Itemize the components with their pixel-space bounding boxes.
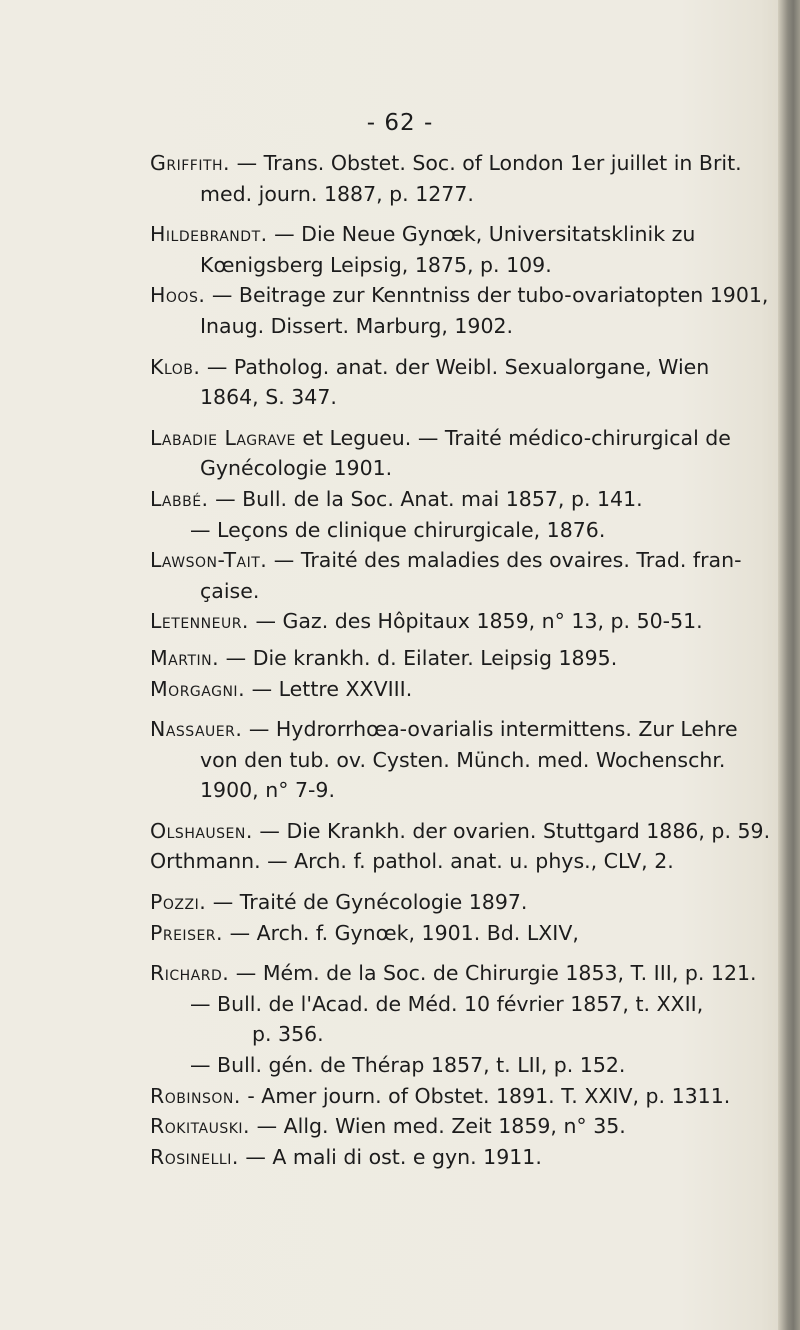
entry-text: — Arch. f. Gynœk, 1901. Bd. LXIV,	[223, 920, 579, 945]
entry-text: — Bull. gén. de Thérap 1857, t. LII, p. 152.	[190, 1053, 626, 1078]
entry-text: 1900, n° 7-9.	[200, 778, 335, 803]
entry-text: — Hydrorrhœa-ovarialis intermittens. Zur Lehre	[242, 717, 738, 742]
bib-entry-pozzi	[150, 887, 770, 918]
entry-text: — Trans. Obstet. Soc. of London 1er juillet in Brit.	[230, 151, 742, 175]
page-number: - 62 -	[366, 110, 434, 136]
bib-entry-orthmann	[150, 846, 770, 877]
entry-text: — Bull. de la Soc. Anat. mai 1857, p. 141.	[208, 486, 643, 511]
bib-entry-labadie-lagrave	[150, 423, 770, 484]
bibliography-list	[150, 148, 770, 1172]
entry-text: - Amer journ. of Obstet. 1891. T. XXIV, p. 1311.	[240, 1083, 731, 1108]
bib-entry-letenneur	[150, 606, 770, 637]
author-name: Rosinelli.	[150, 1144, 239, 1169]
entry-text: — Patholog. anat. der Weibl. Sexualorgane, Wien	[200, 354, 710, 379]
author-name: Pozzi.	[150, 890, 207, 915]
bib-entry-hoos	[150, 280, 770, 341]
bib-entry-lawson-tait	[150, 545, 770, 606]
entry-text: — Lettre XXVIII.	[245, 676, 413, 701]
bib-entry-klob	[150, 352, 770, 413]
bib-entry-hildebrandt	[150, 219, 770, 280]
bib-entry-labbe	[150, 484, 770, 515]
entry-text: — Die Neue Gynœk, Universitatsklinik zu	[267, 222, 696, 247]
bib-entry-rokitauski	[150, 1111, 770, 1142]
entry-text: Inaug. Dissert. Marburg, 1902.	[200, 313, 514, 338]
author-name: Hoos.	[150, 283, 206, 308]
author-name: Martin.	[150, 645, 220, 670]
entry-text: — Traité des maladies des ovaires. Trad. fran-	[267, 548, 742, 573]
bib-entry-robinson	[150, 1081, 770, 1112]
bib-entry-morgagni	[150, 674, 770, 705]
bib-entry-martin	[150, 643, 770, 674]
entry-text: — Leçons de clinique chirurgicale, 1876.	[190, 517, 606, 542]
entry-text: — Die krankh. d. Eilater. Leipsig 1895.	[219, 645, 618, 670]
author-name: Klob.	[150, 354, 201, 379]
entry-text: Orthmann. — Arch. f. pathol. anat. u. phys., CLV, 2.	[150, 849, 674, 874]
author-name: Letenneur.	[150, 609, 249, 634]
entry-text: 1864, S. 347.	[200, 385, 337, 410]
author-name: Rokitauski.	[150, 1114, 251, 1139]
entry-text: med. journ. 1887, p. 1277.	[200, 181, 474, 206]
entry-text: — Beitrage zur Kenntniss der tubo-ovariatopten 1901,	[205, 283, 769, 308]
author-name: Labbé.	[150, 486, 209, 511]
bib-entry-preiser	[150, 918, 770, 949]
author-name: Olshausen.	[150, 818, 253, 843]
author-name: Richard.	[150, 961, 230, 986]
bib-entry-griffith	[150, 148, 770, 209]
author-name: Griffith.	[150, 151, 231, 175]
bib-entry-richard-3	[150, 1050, 770, 1081]
entry-text: çaise.	[200, 578, 260, 603]
entry-text: Gynécologie 1901.	[200, 456, 393, 481]
entry-text: — Allg. Wien med. Zeit 1859, n° 35.	[250, 1114, 626, 1139]
entry-text: — Mém. de la Soc. de Chirurgie 1853, T. III, p. 121.	[229, 961, 757, 986]
author-name: Morgagni.	[150, 676, 246, 701]
author-name: Robinson.	[150, 1083, 241, 1108]
entry-text: — Bull. de l'Acad. de Méd. 10 février 1857, t. XXII,	[190, 991, 704, 1016]
entry-text: — Die Krankh. der ovarien. Stuttgard 1886, p. 59.	[252, 818, 771, 843]
bib-entry-nassauer	[150, 714, 770, 806]
author-name: Lawson-Tait.	[150, 548, 268, 573]
entry-text: et Legueu. — Traité médico-chirurgical de	[295, 425, 731, 450]
entry-text: — Traité de Gynécologie 1897.	[206, 890, 528, 915]
author-name: Preiser.	[150, 920, 224, 945]
bib-entry-labbe-2	[150, 515, 770, 546]
bib-entry-rosinelli	[150, 1142, 770, 1173]
entry-text: — A mali di ost. e gyn. 1911.	[238, 1144, 542, 1169]
bib-entry-richard-2	[150, 989, 770, 1050]
author-name: Hildebrandt.	[150, 222, 268, 247]
bib-entry-richard	[150, 958, 770, 989]
scan-edge	[778, 0, 800, 1330]
author-name: Labadie Lagrave	[150, 425, 296, 450]
entry-text: von den tub. ov. Cysten. Münch. med. Wochenschr.	[200, 747, 726, 772]
entry-text: p. 356.	[252, 1022, 324, 1047]
bib-entry-olshausen	[150, 816, 770, 847]
entry-text: Kœnigsberg Leipsig, 1875, p. 109.	[200, 252, 552, 277]
entry-text: — Gaz. des Hôpitaux 1859, n° 13, p. 50-51.	[248, 609, 703, 634]
author-name: Nassauer.	[150, 717, 243, 742]
